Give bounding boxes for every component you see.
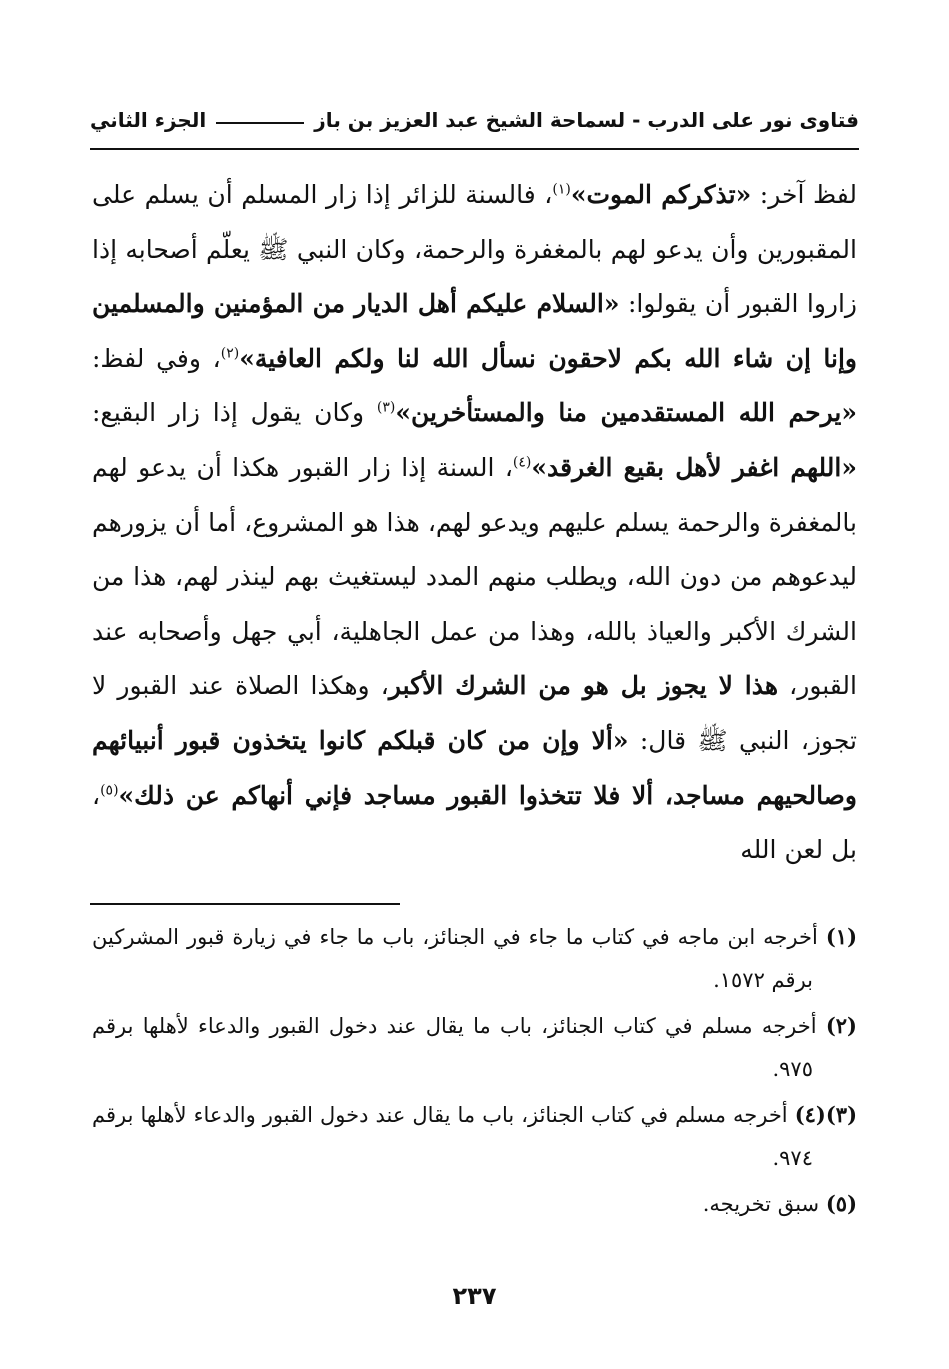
footnote-ref[interactable]: (٢) [220,345,240,362]
header-title: فتاوى نور على الدرب - لسماحة الشيخ عبد العزيز بن باز [314,108,859,132]
text-run: وكان يقول إذا زار البقيع: [92,398,377,428]
header-rule [216,122,304,124]
footnote-number: (٢) [825,1013,857,1038]
hadith-quote: «يرحم الله المستقدمين منا والمستأخرين» [395,398,858,428]
footnote-ref[interactable]: (٥) [100,782,119,799]
page-number: ٢٣٧ [452,1282,497,1310]
footnote-number: (٣)(٤) [794,1102,857,1127]
footnote-number: (١) [825,924,857,949]
footnote-ref[interactable]: (٤) [512,454,532,471]
text-run: ، بل لعن الله [92,780,857,865]
footnote-ref[interactable]: (١) [552,181,571,198]
main-paragraph [92,168,857,878]
footnote-number: (٥) [825,1191,857,1216]
footnote-text: أخرجه ابن ماجه في كتاب ما جاء في الجنائز، باب ما جاء في زيارة قبور المشركين برقم ١٥٧٢. [92,925,818,992]
running-header [90,108,859,132]
footnote-item [92,1004,857,1091]
main-text [92,168,857,878]
footnote-ref[interactable]: (٣) [376,400,396,417]
text-run: ، فالسنة للزائر إذا زار المسلم أن يسلم على المقبورين وأن يدعو لهم بالمغفرة والرحمة، وكان النبي ﷺ يعلّم أصحابه إذا زاروا القبور أن يقولوا: [92,180,857,319]
text-run: لفظ آخر: [751,180,857,209]
footnotes [92,915,857,1228]
footnote-divider [90,903,400,905]
header-divider [90,148,859,150]
footnote-item [92,1182,857,1226]
hadith-quote: «اللهم اغفر لأهل بقيع الغرقد» [531,452,857,482]
hadith-quote: «السلام عليكم أهل الديار من المؤمنين والمسلمين وإنا إن شاء الله بكم لاحقون نسأل الله لنا ولكم العافية» [92,289,857,373]
emphasis-text: هذا لا يجوز بل هو من الشرك الأكبر [388,671,779,701]
footnote-text: أخرجه مسلم في كتاب الجنائز، باب ما يقال عند دخول القبور والدعاء لأهلها برقم ٩٧٥. [92,1014,817,1081]
hadith-quote: «ألا وإن من كان قبلكم كانوا يتخذون قبور أنبيائهم وصالحيهم مساجد، ألا فلا تتخذوا القبور مساجد فإني أنهاكم عن ذلك» [92,725,857,810]
footnote-item [92,1093,857,1180]
text-run: ، وفي لفظ: [92,343,221,373]
footnote-text: أخرجه مسلم في كتاب الجنائز، باب ما يقال عند دخول القبور والدعاء لأهلها برقم ٩٧٤. [92,1103,813,1170]
footnote-text: سبق تخريجه. [702,1192,820,1216]
text-run: ، السنة إذا زار القبور هكذا أن يدعو لهم بالمغفرة والرحمة يسلم عليهم ويدعو لهم، هذا هو المشروع، أما أن يزورهم ليدعوهم من دون الله، ويطلب منهم المدد ليستغيث بهم لينذر لهم، هذا من الشرك الأكبر والعياذ بالله، وهذا من عمل الجاهلية، أبي جهل وأصحابه عند القبور، [92,452,857,701]
footnote-item [92,915,857,1002]
hadith-quote: «تذكركم الموت» [570,180,752,209]
header-part: الجزء الثاني [90,108,207,132]
text-run: ، وهكذا الصلاة عند القبور لا تجوز، النبي ﷺ قال: [92,671,857,755]
